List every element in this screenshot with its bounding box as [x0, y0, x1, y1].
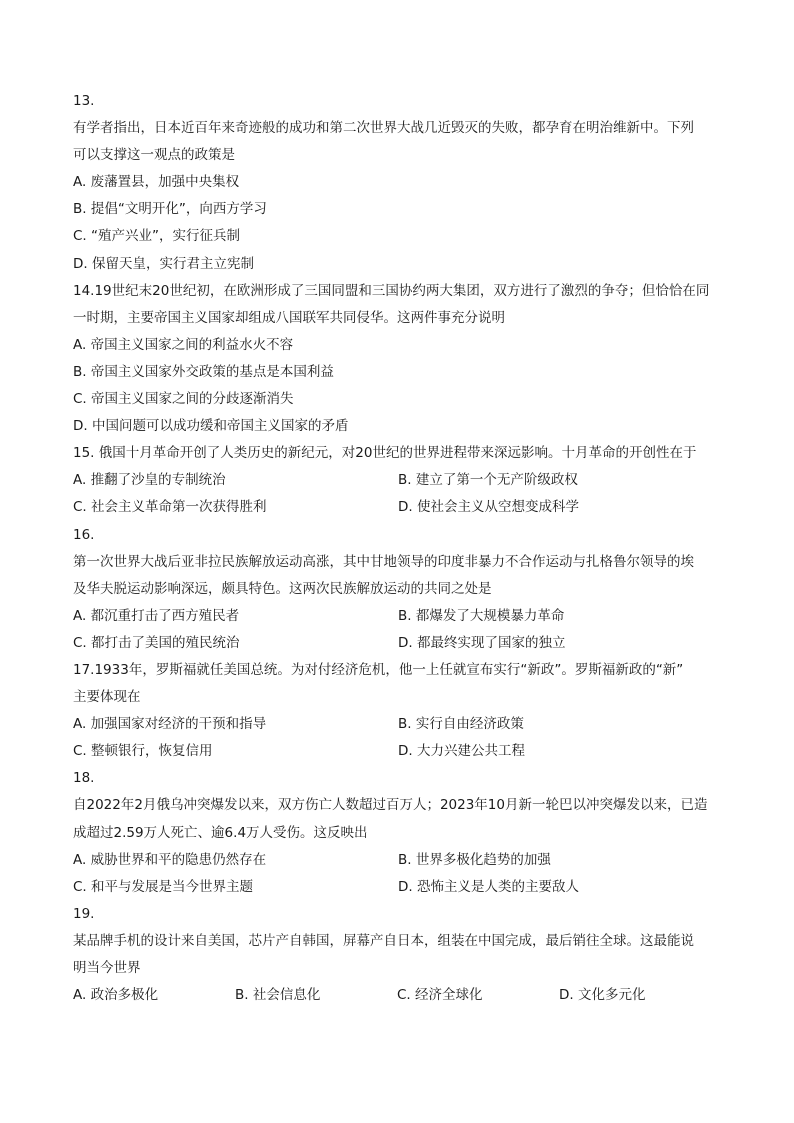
option-c: C. 和平与发展是当今世界主题	[73, 878, 254, 895]
option-a: A. 政治多极化	[73, 987, 159, 1004]
question-stem: 一时期，主要帝国主义国家却组成八国联军共同侵华。这两件事充分说明	[73, 309, 505, 326]
option-c: C. 社会主义革命第一次获得胜利	[73, 499, 267, 516]
question-stem: 明当今世界	[73, 960, 141, 976]
question-number: 16.	[73, 526, 95, 543]
question-13	[73, 88, 723, 278]
question-17	[73, 657, 723, 765]
option-d: D. 恐怖主义是人类的主要敌人	[398, 878, 579, 895]
question-stem: 第一次世界大战后亚非拉民族解放运动高涨，其中甘地领导的印度非暴力不合作运动与扎格鲁尔领导的埃	[73, 553, 694, 570]
option-d: D. 保留天皇，实行君主立宪制	[73, 255, 254, 272]
question-15	[73, 440, 723, 521]
option-row	[73, 738, 723, 765]
question-stem: 15. 俄国十月革命开创了人类历史的新纪元，对20世纪的世界进程带来深远影响。十月革命的开创性在于	[73, 445, 697, 462]
option-a: A. 威胁世界和平的隐患仍然存在	[73, 851, 267, 868]
question-18	[73, 765, 723, 900]
option-c: C. 经济全球化	[397, 987, 483, 1004]
option-d: D. 都最终实现了国家的独立	[398, 634, 566, 651]
option-a: A. 都沉重打击了西方殖民者	[73, 607, 240, 624]
option-d: D. 大力兴建公共工程	[398, 743, 525, 760]
option-b: B. 实行自由经济政策	[398, 716, 524, 733]
question-14	[73, 278, 723, 441]
option-c: C. “殖产兴业”，实行征兵制	[73, 228, 240, 245]
option-a: A. 帝国主义国家之间的利益水火不容	[73, 336, 294, 353]
question-stem: 有学者指出，日本近百年来奇迹般的成功和第二次世界大战几近毁灭的失败，都孕育在明治维新中。下列	[73, 120, 694, 137]
option-a: A. 废藩置县，加强中央集权	[73, 174, 240, 191]
option-b: B. 世界多极化趋势的加强	[398, 851, 551, 868]
option-d: D. 文化多元化	[559, 987, 646, 1004]
option-c: C. 整顿银行，恢复信用	[73, 743, 213, 760]
option-a: A. 推翻了沙皇的专制统治	[73, 472, 226, 489]
question-19	[73, 901, 723, 1009]
option-row	[73, 711, 723, 738]
option-b: B. 建立了第一个无产阶级政权	[398, 472, 578, 489]
option-row	[73, 494, 723, 521]
question-stem: 主要体现在	[73, 689, 141, 706]
question-number: 18.	[73, 770, 95, 787]
question-16	[73, 522, 723, 657]
question-number: 13.	[73, 93, 95, 109]
question-stem: 自2022年2月俄乌冲突爆发以来，双方伤亡人数超过百万人；2023年10月新一轮巴以冲突爆发以来，已造	[73, 797, 708, 814]
option-row	[73, 630, 723, 657]
option-row	[73, 847, 723, 874]
option-row	[73, 982, 723, 1009]
option-c: C. 都打击了美国的殖民统治	[73, 634, 240, 651]
question-number: 19.	[73, 905, 95, 922]
question-stem: 可以支撑这一观点的政策是	[73, 147, 235, 164]
option-b: B. 社会信息化	[235, 987, 321, 1004]
option-a: A. 加强国家对经济的干预和指导	[73, 716, 267, 733]
exam-page	[73, 88, 723, 1009]
option-b: B. 都爆发了大规模暴力革命	[398, 607, 565, 624]
option-row	[73, 874, 723, 901]
option-d: D. 中国问题可以成功缓和帝国主义国家的矛盾	[73, 418, 349, 435]
option-row	[73, 603, 723, 630]
question-stem: 成超过2.59万人死亡、逾6.4万人受伤。这反映出	[73, 824, 368, 841]
option-b: B. 帝国主义国家外交政策的基点是本国利益	[73, 363, 334, 380]
option-c: C. 帝国主义国家之间的分歧逐渐消失	[73, 391, 294, 408]
question-stem: 某品牌手机的设计来自美国，芯片产自韩国，屏幕产自日本，组装在中国完成，最后销往全球。这最能说	[73, 932, 694, 949]
question-stem: 17.1933年，罗斯福就任美国总统。为对付经济危机，他一上任就宣布实行“新政”。罗斯福新政的“新”	[73, 661, 684, 678]
question-stem: 及华夫脱运动影响深远，颇具特色。这两次民族解放运动的共同之处是	[73, 580, 492, 597]
question-stem: 14.19世纪末20世纪初，在欧洲形成了三国同盟和三国协约两大集团，双方进行了激烈的争夺；但恰恰在同	[73, 282, 710, 299]
option-d: D. 使社会主义从空想变成科学	[398, 499, 579, 516]
option-row	[73, 467, 723, 494]
option-b: B. 提倡“文明开化”，向西方学习	[73, 201, 267, 218]
